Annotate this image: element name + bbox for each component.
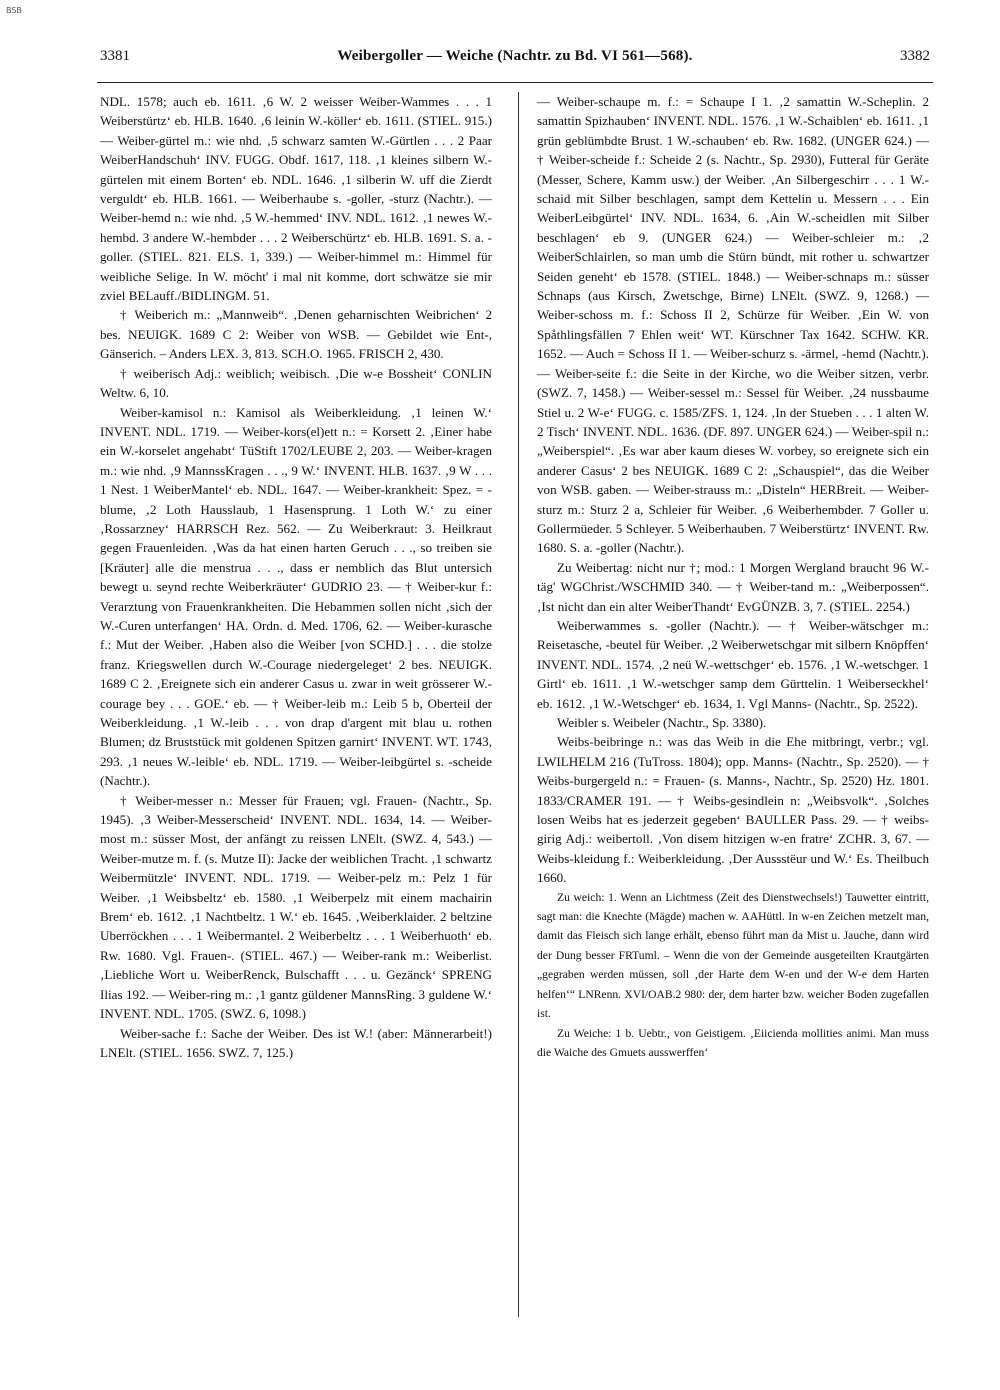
left-column-number: 3381 bbox=[100, 48, 130, 64]
entry-paragraph: NDL. 1578; auch eb. 1611. ‚6 W. 2 weisser Weiber-Wammes . . . 1 Weiberstürtz‘ eb. HLB. 1640. ‚6 leinin W.-köller‘ eb. 1611. (STIEL. 915.) — Weiber-gürtel m.: wie nhd. ‚5 schwarz samten W.-Gürtlen . . . 2 Paar WeiberHandschuh‘ INV. FUGG. Obdf. 1617, 118. ‚1 kleines silbern W.-gürtelen mit einem Borten‘ eb. NDL. 1646. ‚1 silberin W. uff die Zierdt verguldt‘ eb. HLB. 1661. — Weiberhaube s. -goller, -sturz (Nachtr.). — Weiber-hemd n.: wie nhd. ‚5 W.-hemmed‘ INV. NDL. 1612. ‚1 newes W.-hembd. 3 andere W.-hembder . . . 2 Weiberschürtz‘ eb. HLB. 1691. S. a. -goller. (STIEL. 821. ELS. 1, 339.) — Weiber-himmel m.: Himmel für weibliche Selige. In W. möcht' i mal nit komme, dort schwätze sie mir zviel BELauff./BIDLINGM. 51. bbox=[100, 94, 492, 304]
entry-paragraph: † weiberisch Adj.: weiblich; weibisch. ‚Die w-e Bossheit‘ CONLIN Weltw. 6, 10. bbox=[100, 365, 492, 401]
left-column bbox=[100, 92, 492, 1062]
entry-paragraph: Weiber-sache f.: Sache der Weiber. Des ist W.! (aber: Männerarbeit!) LNElt. (STIEL. 1656. SWZ. 7, 125.) bbox=[100, 1025, 492, 1060]
entry-paragraph: Zu Weibertag: nicht nur †; mod.: 1 Morgen Wergland braucht 96 W.-täg' WGChrist./WSCHMID 340. — † Weiber-tand m.: „Weiberpossen“. ‚Ist nicht dan ein alter WeiberThandt‘ EvGÜNZB. 3, 7. (STIEL. 2254.) bbox=[537, 559, 929, 614]
right-column-number: 3382 bbox=[900, 48, 930, 64]
entry-paragraph: Zu weich: 1. Wenn an Lichtmess (Zeit des Dienstwechsels!) Tauwetter eintritt, sagt man: die Knechte (Mägde) machen w. AAHüttl. In w-en Zeichen metzelt man, damit das Fleisch sich lange erhält, ebenso führt man da Mist u. Jauche, dann wird der Dung besser FRTuml. – Wenn die von der Gemeinde ausgeteilten Krautgärten „gegraben werden müssen, soll ‚der Harte dem W-en und der W-e dem Harten helfen‘“ LNRenn. XVI/OAB.2 980: der, dem harter bzw. weicher Boden zugefallen ist. bbox=[537, 890, 929, 1021]
library-stamp: BSB bbox=[6, 6, 22, 15]
page-title: Weibergoller — Weiche (Nachtr. zu Bd. VI 561—568). bbox=[337, 48, 693, 64]
entry-paragraph: Zu Weiche: 1 b. Uebtr., von Geistigem. ‚Eiicienda mollities animi. Man muss die Waiche des Gmuets ausswerffen‘ bbox=[537, 1026, 929, 1059]
entry-paragraph: — Weiber-schaupe m. f.: = Schaupe I 1. ‚2 samattin W.-Scheplin. 2 samattin Spizhauben‘ INVENT. NDL. 1576. ‚1 W.-Schaiblen‘ eb. 1611. ‚1 grün geblümbdte Brust. 1 W.-schauben‘ eb. Rw. 1682. (UNGER 624.) — † Weiber-scheide f.: Scheide 2 (s. Nachtr., Sp. 2930), Futteral für Geräte (Messer, Schere, Kamm usw.) der Weiber. ‚An Silbergeschirr . . . 1 W.-schaid mit Silber beschlagen, sampt dem Kettelin u. Messern . . . Ein WeiberLeibgürtel‘ INV. NDL. 1634, 6. ‚Ain W.-scheidlen mit Silber beschlagen‘ eb 9. (UNGER 624.) — Weiber-schleier m.: ‚2 WeiberSchlairlen, so man umb die Stürn bündt, mit rother u. schwartzer Seiden geneht‘ eb 1578. (STIEL. 1848.) — Weiber-schnaps m.: süsser Schnaps (aus Kirsch, Zwetschge, Birne) LNElt. (SWZ. 9, 1268.) — Weiber-schoss m. f.: Schoss II 2, Schürze für Weiber. ‚Ein W. von Spåthlingsfällen 7 Ehlen weit‘ WT. Kürschner Tax 1642. SCHW. KR. 1652. — Auch = Schoss II 1. — Weiber-schurz s. -ärmel, -hemd (Nachtr.). — Weiber-seite f.: die Seite in der Kirche, wo die Weiber sitzen, verbr. (SWZ. 7, 1458.) — Weiber-sessel m.: Sessel für Weiber. ‚24 nussbaume Stiel u. 2 W-e‘ FUGG. c. 1585/ZFS. 1, 124. ‚In der Stueben . . . 1 alten W. 2 Tisch‘ INVENT. NDL. 1636. (DF. 897. UNGER 624.) — Weiber-spil n.: „Weiberspiel“. ‚Es war aber kaum dieses W. vorbey, so ereignete sich ein anderer Casus‘ 2 bes NEUIGK. 1689 C 2: „Schauspiel“, das die Weiber von WSB. gaben. — Weiber-strauss m.: „Disteln“ HERBreit. — Weiber-sturz m.: Sturz 2 a, Schleier für Weiber. ‚6 Weiberhembder. 7 Goller u. Gollermüeder. 5 Schleyer. 5 Weiberhauben. 7 Weiberstürtz‘ INVENT. Rw. 1680. S. a. -goller (Nachtr.). bbox=[537, 94, 929, 556]
entry-paragraph: Weibs-beibringe n.: was das Weib in die Ehe mitbringt, verbr.; vgl. LWILHELM 216 (TuTross. 1804); opp. Manns- (Nachtr., Sp. 2520). — † Weibs-burgergeld n.: = Frauen- (s. Manns-, Nachtr., Sp. 2520) Hz. 1801. 1833/CRAMER 191. — † Weibs-gesindlein n: „Weibsvolk“. ‚Solches losen Weibs hat es jederzeit gegeben‘ BAULLER Pass. 29. — † weibs-girig Adj.: weibertoll. ‚Von disem hitzigen w-en fratre‘ ZCHR. 3, 67. — Weibs-kleidung f.: Weiberkleidung. ‚Der Aussstëur und W.‘ Es. Theilbuch 1660. bbox=[537, 734, 929, 886]
entry-paragraph: Weiber-kamisol n.: Kamisol als Weiberkleidung. ‚1 leinen W.‘ INVENT. NDL. 1719. — Weiber-kors(el)ett n.: = Korsett 2. ‚Einer habe ein W.-korselet angehabt‘ TüStift 1702/LEUBE 2, 203. — Weiber-kragen m.: wie nhd. ‚9 MannssKragen . . ., 9 W.‘ INVENT. HLB. 1637. ‚9 W . . . 1 Nest. 1 WeiberMantel‘ eb. NDL. 1647. — Weiber-krankheit: Spez. = -blume, ‚2 Loth Hausslaub, 1 Hasensprung. 1 Loth W.‘ zu einer ‚Rossarzney‘ HARRSCH Rez. 562. — Zu Weiberkraut: 3. Heilkraut gegen Frauenleiden. ‚Was da hat einen harten Geruch . . ., so treiben sie [Kräuter] alle die menstrua . . ., dass er nemblich das Blut untersich bewegt u. seynd rechte Weiberkräuter‘ GUDRIO 23. — † Weiber-kur f.: Verarztung von Frauenkrankheiten. Die Hebammen sollen nicht ‚sich der W.-Curen unterfangen‘ HA. Ordn. d. Med. 1706, 62. — Weiber-kurasche f.: Mut der Weiber. ‚Haben also die Weiber [von SCHD.] . . . die stolze franz. Kriegswellen durch W.-Courage niedergeleget‘ 2 bes. NEUIGK. 1689 C 2. ‚Ereignete sich ein anderer Casus u. zwar in weit grösserer W.-courage bey . . . GOE.‘ eb. — † Weiber-leib m.: Leib 5 b, Oberteil der Weiberkleidung. ‚1 W.-leib . . . von drap d'argent mit blau u. rothen Blumen; dz Bruststück mit goldenen Spitzen garnirt‘ INVENT. WT. 1743, 293. ‚1 neues W.-leible‘ eb. NDL. 1719. — Weiber-leibgürtel s. -scheide (Nachtr.). bbox=[100, 404, 492, 789]
entry-paragraph: † Weiber-messer n.: Messer für Frauen; vgl. Frauen- (Nachtr., Sp. 1945). ‚3 Weiber-Messerscheid‘ INVENT. NDL. 1634, 14. — Weiber-most m.: süsser Most, der anfängt zu reissen LNElt. (SWZ. 4, 543.) — Weiber-mutze m. f. (s. Mutze II): Jacke der weiblichen Tracht. ‚1 schwartz Weibermützle‘ INVENT. NDL. 1719. — Weiber-pelz m.: Pelz 1 für Weiber. ‚1 Weibsbeltz‘ eb. 1580. ‚1 Weiberpelz mit einem machairin Brem‘ eb. 1612. ‚1 Nachtbeltz. 1 W.‘ eb. 1645. ‚Weiberklaider. 2 beltzine Uberröckhen . . . 1 Weibermantel. 2 Weiberbeltz . . . 1 Weiberhuoth‘ eb. Rw. 1680. Vgl. Frauen-. (STIEL. 467.) — Weiber-rank m.: Weiberlist. ‚Liebliche Wort u. WeiberRenck, Bulschafft . . . u. Gezänck‘ SPRENG Ilias 192. — Weiber-ring m.: ‚1 gantz güldener MannsRing. 3 guldene W.‘ INVENT. NDL. 1705. (SWZ. 6, 1098.) bbox=[100, 792, 492, 1022]
entry-paragraph: Weiberwammes s. -goller (Nachtr.). — † Weiber-wätschger m.: Reisetasche, -beutel für Weiber. ‚2 Weiberwetschgar mit silbern Knöpffen‘ INVENT. NDL. 1574. ‚2 neü W.-wettschger‘ eb. 1576. ‚1 W.-wetschger. 1 Girtl‘ eb. 1611. ‚1 W.-wetschger samp dem Gürttelin. 1 Weiberseckhel‘ eb. 1612. ‚1 W.-Wetschger‘ eb. 1634, 1. Vgl Manns- (Nachtr., Sp. 2522). bbox=[537, 617, 929, 711]
column-divider bbox=[518, 92, 519, 1317]
right-column bbox=[537, 92, 929, 1062]
entry-paragraph: † Weiberich m.: „Mannweib“. ‚Denen geharnischten Weibrichen‘ 2 bes. NEUIGK. 1689 C 2: Weiber von WSB. — Gebildet wie Ent-, Gänserich. – Anders LEX. 3, 813. SCH.O. 1965. FRISCH 2, 430. bbox=[100, 307, 492, 362]
page-header bbox=[100, 48, 930, 74]
entry-paragraph: Weibler s. Weibeler (Nachtr., Sp. 3380). bbox=[557, 715, 767, 730]
header-rule bbox=[97, 82, 933, 83]
